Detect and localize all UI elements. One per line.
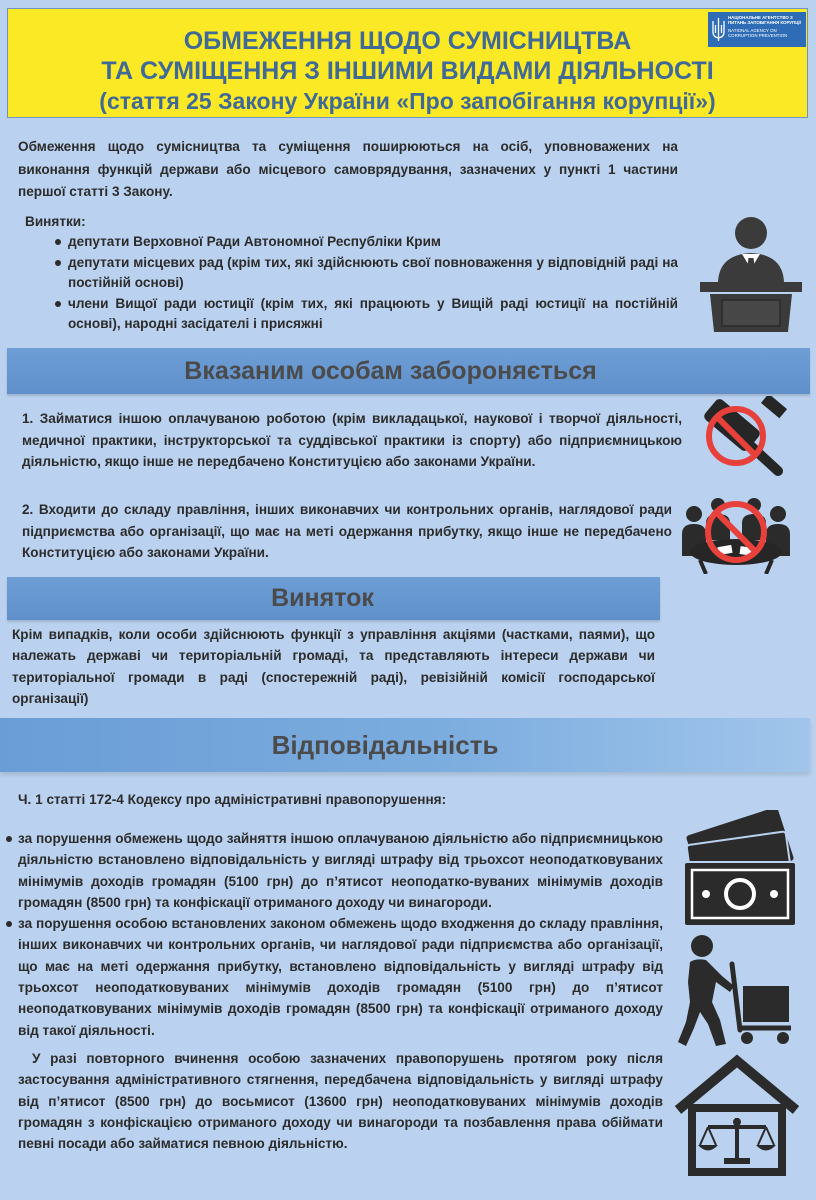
house-scales-icon [672, 1052, 802, 1178]
liability-item [18, 913, 663, 1041]
liability-list [18, 828, 663, 1041]
money-icon [678, 810, 802, 932]
exception-item-text: члени Вищої ради юстиції (крім тих, які працюють у Вищій раді юстиції на постійній основі), народні засідателі і присяжні [68, 295, 678, 331]
bullet-dot [55, 301, 61, 307]
exception-item-text: депутати Верховної Ради Автономної Республіки Крим [68, 234, 441, 249]
prohibited-item-2: 2. Входити до складу правління, інших виконавчих чи контрольних органів, наглядової ради підприємства або організації, що має на меті одержання прибутку, якщо інше не передбачено Конституцією або законами України. [22, 502, 672, 560]
speaker-at-podium-icon [698, 212, 804, 334]
title-line-2: ТА СУМІЩЕННЯ З ІНШИМИ ВИДАМИ ДІЯЛЬНОСТІ [101, 57, 714, 85]
nazk-logo [708, 12, 806, 47]
liability-section [18, 790, 663, 1154]
logo-text-en: NATIONAL AGENCY ON CORRUPTION PREVENTION [728, 27, 788, 39]
exception-item-text: депутати місцевих рад (крім тих, які здійснюють свої повноваження у відповідній раді на постійній основі) [68, 254, 678, 290]
bullet-dot [55, 260, 61, 266]
liability-item-text: за порушення особою встановлених законом обмежень щодо входження до складу правління, інших виконавчих чи контрольних органів, чи наглядової ради підприємства або організації, що має на меті одержання прибутку, встановлено відповідальність у вигляді штрафу від трьохсот неоподатковуваних мінімумів доходів громадян (5100 грн) до п’ятисот неоподатковуваних мінімумів доходів громадян (8500 грн) та конфіскації отриманого доходу від такої діяльності. [18, 916, 663, 1038]
exception-paragraph: Крім випадків, коли особи здійснюють функції з управління акціями (частками, паями), що належать державі чи територіальній громаді, та представляють інтереси держави чи територіальної громади в раді (спостережній раді), ревізійній комісії господарської організації) [12, 627, 655, 706]
intro-paragraph: Обмеження щодо сумісництва та суміщення поширюються на осіб, уповноважених на виконання функцій держави або місцевого самоврядування, зазначених у пункті 1 частини першої статті 3 Закону. [18, 139, 678, 199]
liability-source: Ч. 1 статті 172-4 Кодексу про адміністративні правопорушення: [18, 792, 447, 807]
liability-heading: Відповідальність [0, 718, 810, 772]
no-meeting-icon [680, 494, 792, 574]
prohibited-heading: Вказаним особам забороняється [7, 348, 810, 394]
no-hammer-icon [686, 396, 794, 476]
person-cart-icon [676, 932, 794, 1048]
exception-item [55, 294, 678, 335]
exception-item [55, 253, 678, 294]
bullet-dot [55, 239, 61, 245]
liability-item [18, 828, 663, 913]
liability-item-text: за порушення обмежень щодо зайняття іншою оплачуваною діяльністю або підприємницькою діяльністю встановлено відповідальність у вигляді штрафу від трьохсот неоподатковуваних мінімумів доходів громадян (5100 грн) до п’ятисот неоподатко-вуваних мінімумів доходів громадян (8500 грн) та конфіскації отриманого доходу чи винагороди. [18, 831, 663, 910]
exceptions-list [55, 232, 678, 335]
prohibited-item-1: 1. Займатися іншою оплачуваною роботою (крім викладацької, наукової і творчої діяльності, медичної практики, інструкторської та суддівської практики із спорту) або підприємницькою діяльністю, якщо інше не передбачено Конституцією або законами України. [22, 411, 682, 469]
bullet-dot [6, 836, 12, 842]
repeat-offense-paragraph: У разі повторного вчинення особою зазначених правопорушень протягом року після застосування адміністративного стягнення, передбачена відповідальність у вигляді штрафу від п’ятисот (8500 грн) до восьмисот (13600 грн) неоподатковуваних мінімумів доходів громадян з конфіскацією отриманого доходу чи винагороди та позбавлення права обіймати певні посади або займатися певною діяльністю. [18, 1050, 663, 1152]
title-line-1: ОБМЕЖЕННЯ ЩОДО СУМІСНИЦТВА [183, 27, 632, 55]
logo-text-ua: НАЦІОНАЛЬНЕ АГЕНТСТВО З ПИТАНЬ ЗАПОБІГАННЯ КОРУПЦІЇ [728, 15, 801, 26]
header-banner [7, 8, 808, 118]
title-line-3: (стаття 25 Закону України «Про запобігання корупції») [99, 88, 716, 114]
exception-heading: Виняток [7, 577, 660, 620]
exception-item [55, 232, 678, 253]
bullet-dot [6, 921, 12, 927]
trident-emblem-icon [712, 17, 725, 42]
exceptions-label: Винятки: [25, 214, 86, 229]
